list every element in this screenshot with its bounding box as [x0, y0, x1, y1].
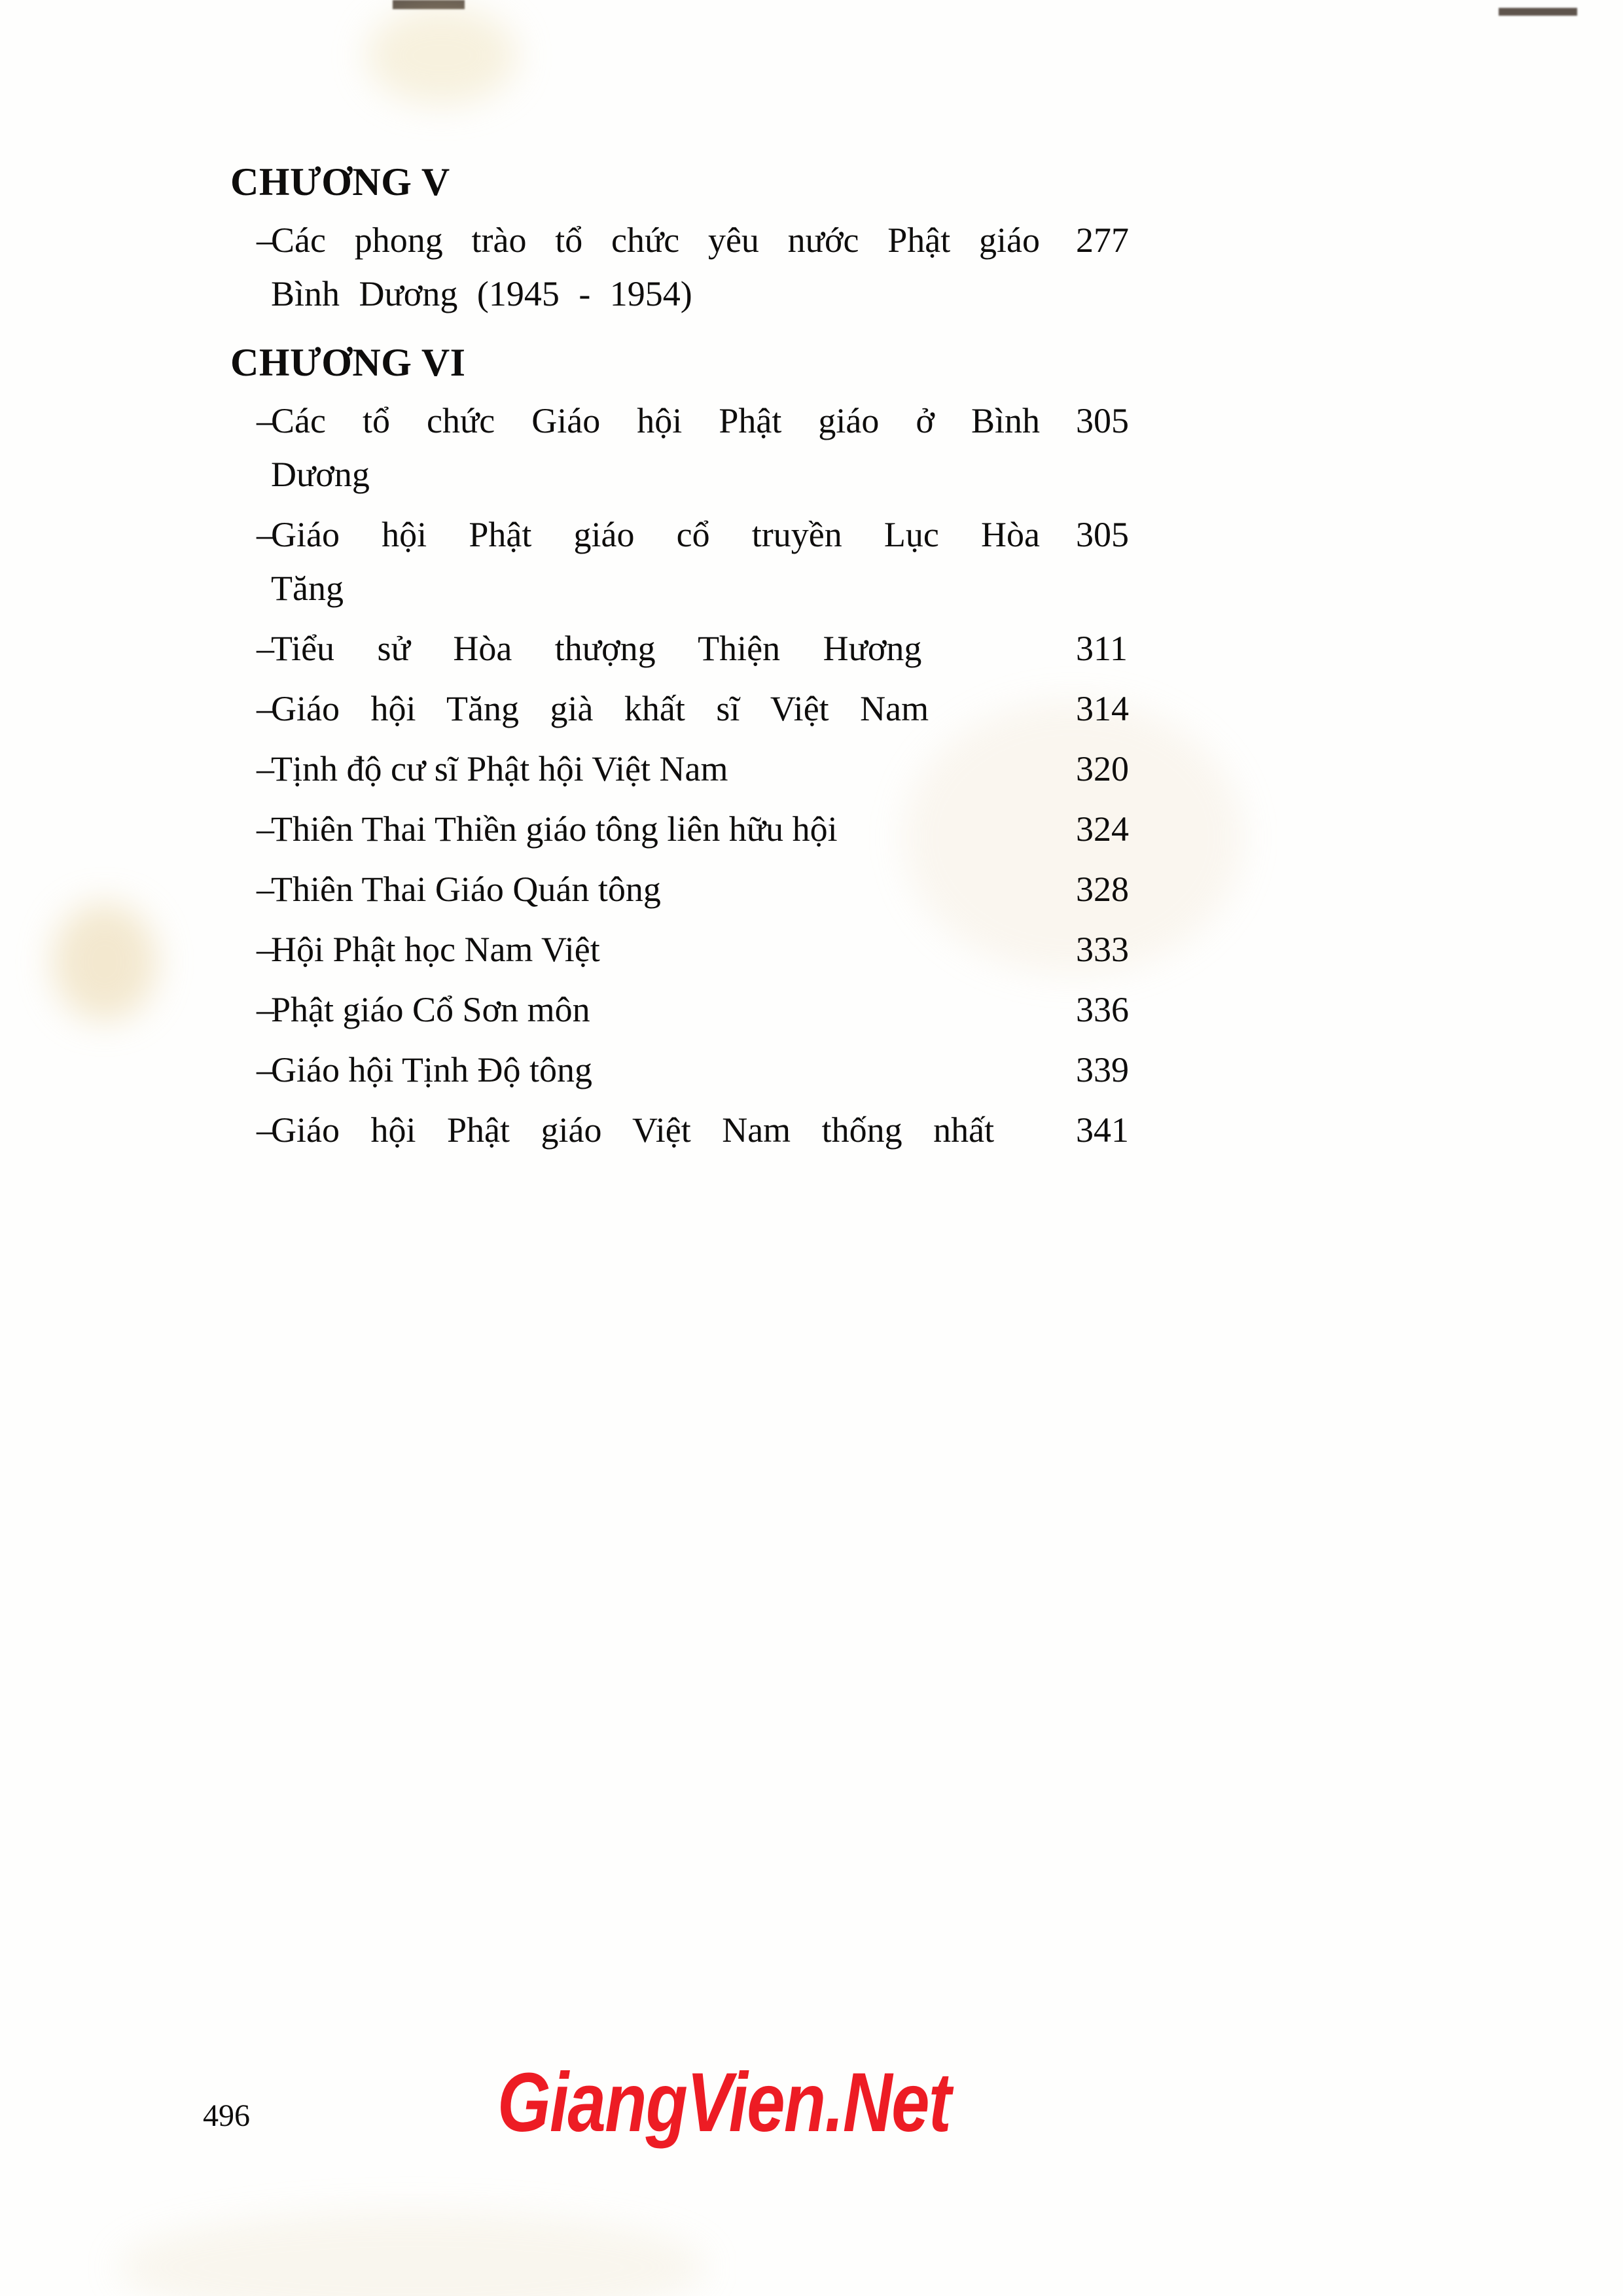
- scan-artifact-top-left: [393, 0, 465, 9]
- toc-entry-page-number: 336: [1076, 990, 1129, 1029]
- toc-entry[interactable]: [230, 1103, 1402, 1157]
- entry-dash-icon: –: [257, 1110, 274, 1150]
- toc-entry-title: Thiên Thai Giáo Quán tông: [271, 870, 661, 909]
- toc-entry[interactable]: [230, 682, 1402, 735]
- toc-entry[interactable]: [230, 622, 1402, 675]
- entry-dash-icon: –: [257, 629, 274, 668]
- toc-entry[interactable]: [230, 508, 1402, 615]
- page-folio-number: 496: [203, 2098, 250, 2133]
- page-footer: [0, 2056, 1623, 2212]
- scan-artifact-top-right: [1499, 8, 1577, 16]
- toc-entry-page-number: 339: [1076, 1050, 1129, 1089]
- scan-smudge-left-margin: [52, 903, 157, 1021]
- toc-entry[interactable]: [230, 394, 1402, 501]
- entry-dash-icon: –: [257, 809, 274, 849]
- toc-entry-title: Giáo hội Phật giáo Việt Nam thống nhất: [271, 1110, 995, 1150]
- toc-entry-title: Thiên Thai Thiền giáo tông liên hữu hội: [271, 809, 838, 849]
- entry-dash-icon: –: [257, 401, 274, 440]
- toc-entry-page-number: 311: [1076, 629, 1128, 668]
- toc-entry[interactable]: [230, 1043, 1402, 1097]
- table-of-contents: [230, 162, 1402, 1163]
- toc-entry-title: Phật giáo Cổ Sơn môn: [271, 990, 590, 1029]
- toc-entry[interactable]: [230, 742, 1402, 796]
- toc-entry-page-number: 314: [1076, 689, 1129, 728]
- toc-entry-page-number: 277: [1076, 221, 1129, 260]
- toc-entry-page-number: 305: [1076, 515, 1129, 554]
- chapter-heading-v: CHƯƠNG V: [230, 160, 450, 203]
- toc-entry[interactable]: [230, 983, 1402, 1036]
- entry-dash-icon: –: [257, 1050, 274, 1089]
- toc-entry[interactable]: [230, 802, 1402, 856]
- toc-entry-page-number: 328: [1076, 870, 1129, 909]
- toc-entry[interactable]: [230, 923, 1402, 976]
- toc-entry-title: Các tổ chức Giáo hội Phật giáo ở Bình Dương: [271, 401, 1040, 494]
- toc-entry-page-number: 305: [1076, 401, 1129, 440]
- toc-entry-title: Tịnh độ cư sĩ Phật hội Việt Nam: [271, 749, 728, 788]
- entry-dash-icon: –: [257, 930, 274, 969]
- toc-entry-page-number: 320: [1076, 749, 1129, 788]
- toc-entry-title: Giáo hội Phật giáo cổ truyền Lục Hòa Tăng: [271, 515, 1040, 608]
- toc-entry-title: Giáo hội Tăng già khất sĩ Việt Nam: [271, 689, 929, 728]
- entry-dash-icon: –: [257, 515, 274, 554]
- entry-dash-icon: –: [257, 689, 274, 728]
- entry-dash-icon: –: [257, 221, 274, 260]
- toc-entry-page-number: 324: [1076, 809, 1129, 849]
- scan-smudge-bottom: [118, 2212, 707, 2296]
- site-watermark: GiangVien.Net: [497, 2056, 951, 2149]
- scan-smudge-top: [366, 7, 517, 105]
- entry-dash-icon: –: [257, 749, 274, 788]
- toc-entry-title: Giáo hội Tịnh Độ tông: [271, 1050, 592, 1089]
- toc-entry-title: Hội Phật học Nam Việt: [271, 930, 600, 969]
- chapter-heading-vi: CHƯƠNG VI: [230, 341, 466, 384]
- toc-entry-title: Tiểu sử Hòa thượng Thiện Hương: [271, 629, 922, 668]
- toc-entry-page-number: 341: [1076, 1110, 1129, 1150]
- toc-entry-title: Các phong trào tổ chức yêu nước Phật giáo Bình Dương (1945 - 1954): [271, 221, 1040, 313]
- toc-entry[interactable]: [230, 862, 1402, 916]
- toc-entry[interactable]: [230, 213, 1402, 321]
- toc-entry-page-number: 333: [1076, 930, 1129, 969]
- entry-dash-icon: –: [257, 870, 274, 909]
- entry-dash-icon: –: [257, 990, 274, 1029]
